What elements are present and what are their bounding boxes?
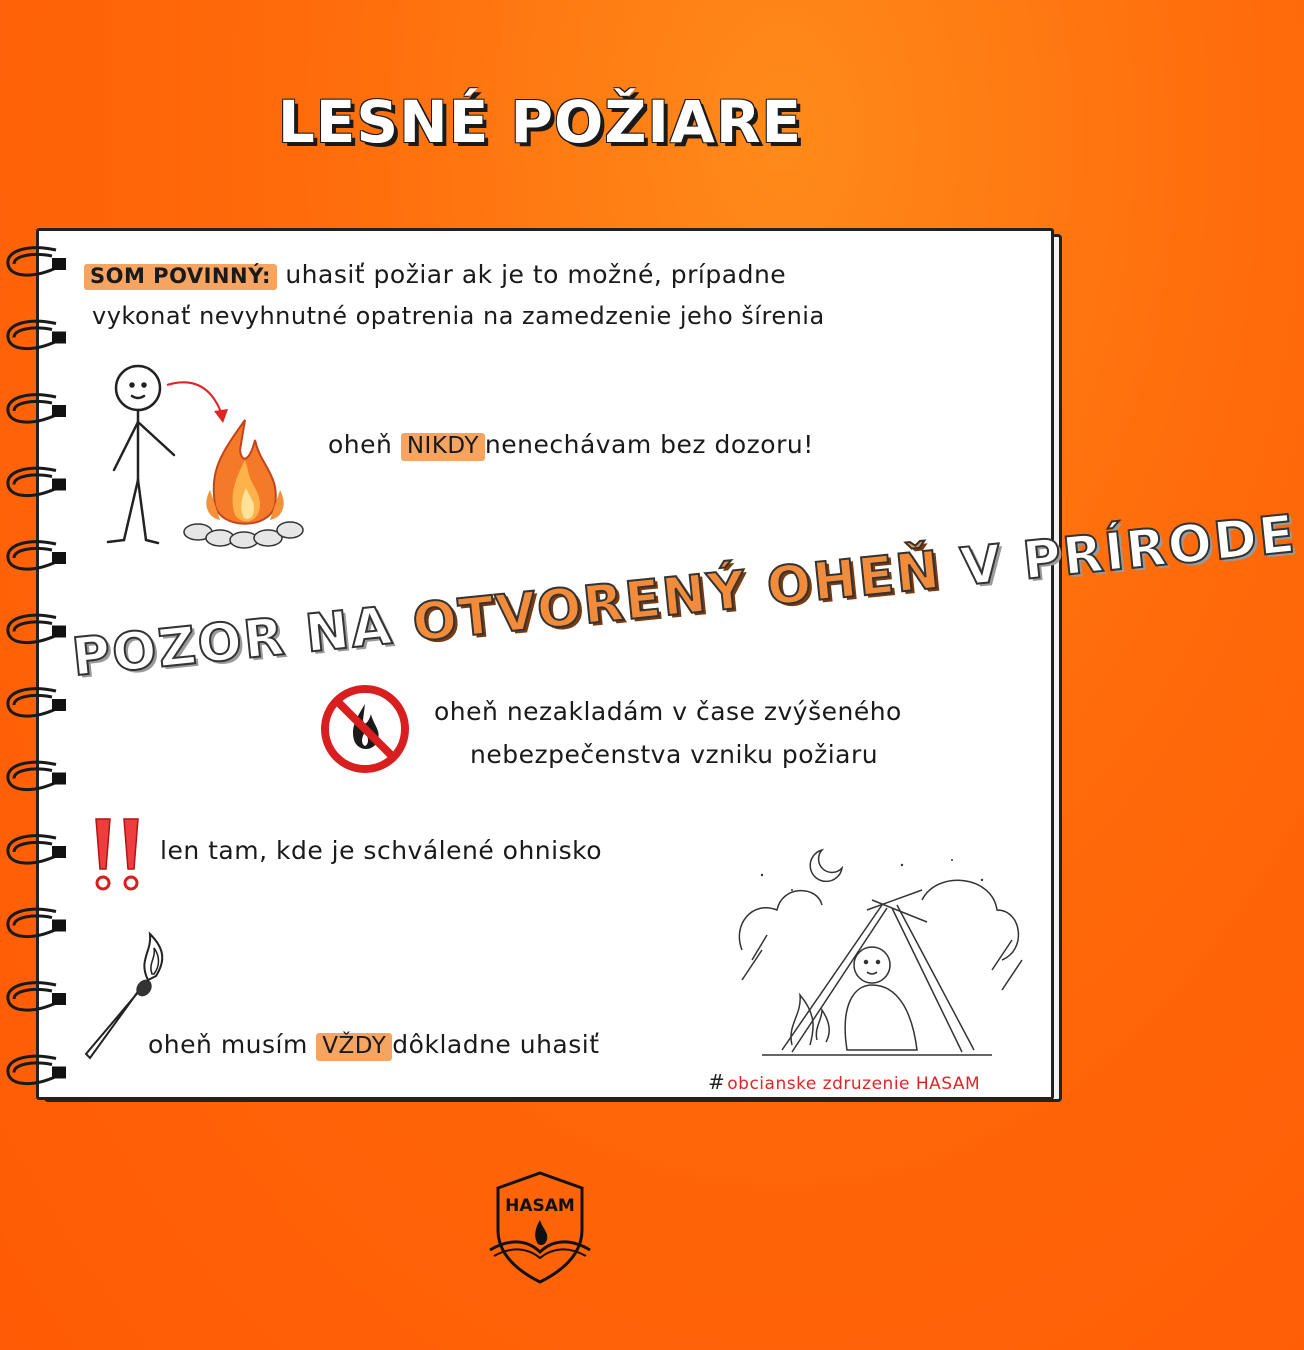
hasam-shield-logo <box>480 1168 600 1288</box>
duty-label: SOM POVINNÝ: <box>84 264 277 290</box>
spiral-ring-inner <box>14 695 52 705</box>
spiral-hole <box>52 479 66 491</box>
spiral-ring-inner <box>14 1063 52 1073</box>
double-exclamation-icon <box>88 815 152 895</box>
rule-extinguish-post: dôkladne uhasiť <box>392 1030 600 1059</box>
shelter-illustration-icon <box>722 830 1032 1070</box>
no-fire-icon <box>318 682 412 776</box>
hashtag-symbol: # <box>708 1070 726 1094</box>
rule-danger-line-1: oheň nezakladám v čase zvýšeného <box>434 697 902 726</box>
rule-supervise-highlight: NIKDY <box>401 433 485 461</box>
spiral-hole <box>52 993 66 1005</box>
hashtag-text: obcianske zdruzenie HASAM <box>727 1074 981 1094</box>
spiral-ring-inner <box>14 989 52 999</box>
duty-line-2: vykonať nevyhnutné opatrenia na zamedzenie jeho šírenia <box>92 302 825 330</box>
spiral-hole <box>52 258 66 270</box>
duty-line-1 <box>84 260 786 289</box>
spiral-ring-inner <box>14 622 52 632</box>
hashtag-label <box>708 1070 980 1094</box>
spiral-hole <box>52 552 66 564</box>
spiral-ring-inner <box>14 548 52 558</box>
duty-text-1: uhasiť požiar ak je to možné, prípadne <box>285 260 787 289</box>
spiral-ring-inner <box>14 254 52 264</box>
rule-supervise-pre: oheň <box>328 430 393 459</box>
rule-extinguish-pre: oheň musím <box>148 1030 308 1059</box>
rule-supervise <box>328 430 814 459</box>
rule-extinguish <box>148 1030 600 1059</box>
headline-part-1: POZOR NA <box>69 596 396 689</box>
headline-part-3: V PRÍRODE <box>958 504 1300 599</box>
rule-danger-line-2: nebezpečenstva vzniku požiaru <box>470 740 879 769</box>
rule-extinguish-highlight: VŽDY <box>316 1033 392 1061</box>
spiral-binding <box>0 0 90 1100</box>
spiral-ring-inner <box>14 842 52 852</box>
headline-part-2: OTVORENÝ OHEŇ <box>409 540 945 654</box>
spiral-hole <box>52 332 66 344</box>
spiral-hole <box>52 699 66 711</box>
spiral-hole <box>52 773 66 785</box>
spiral-hole <box>52 920 66 932</box>
logo-text: HASAM <box>505 1196 575 1216</box>
campfire-icon <box>180 410 310 555</box>
spiral-hole <box>52 626 66 638</box>
spiral-hole <box>52 405 66 417</box>
spiral-ring-inner <box>14 475 52 485</box>
page-title: LESNÉ POŽIARE <box>277 88 803 156</box>
rule-supervise-post: nenechávam bez dozoru! <box>484 430 814 459</box>
spiral-hole <box>52 846 66 858</box>
spiral-hole <box>52 1067 66 1079</box>
rule-place: len tam, kde je schválené ohnisko <box>160 836 603 865</box>
spiral-ring-inner <box>14 328 52 338</box>
spiral-ring-inner <box>14 916 52 926</box>
spiral-ring-inner <box>14 401 52 411</box>
spiral-ring-inner <box>14 769 52 779</box>
